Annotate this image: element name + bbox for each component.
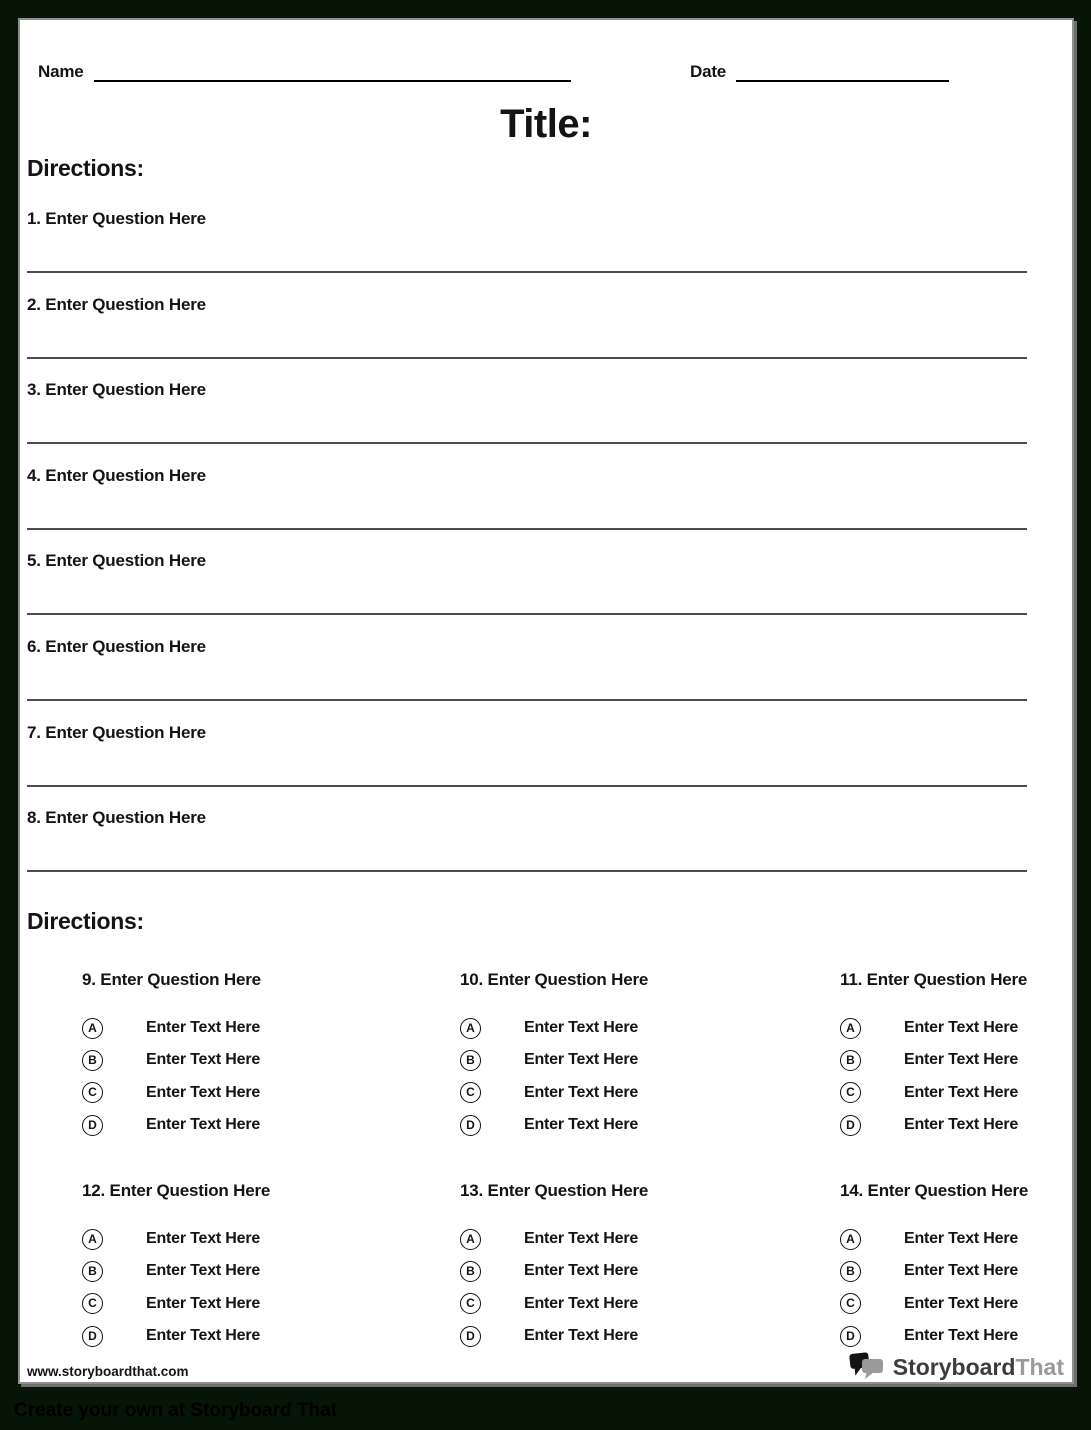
question-label: 9. Enter Question Here: [82, 970, 261, 989]
mc-question: [460, 970, 770, 1134]
choice-letter-bubble: D: [82, 1115, 103, 1136]
choice-letter-bubble: A: [82, 1018, 103, 1039]
choices: [840, 1012, 1018, 1141]
choices: [840, 1223, 1018, 1352]
choice-row: [82, 1223, 260, 1255]
choice-row: [840, 1077, 1018, 1109]
question-label: 2. Enter Question Here: [27, 294, 206, 314]
choice-text: Enter Text Here: [524, 1262, 639, 1280]
storyboardthat-logo: [847, 1350, 1064, 1384]
choices: [82, 1223, 260, 1352]
choice-text: Enter Text Here: [904, 1294, 1019, 1312]
open-question: [27, 209, 1027, 295]
logo-text-that: That: [1015, 1353, 1064, 1380]
page-title: Title:: [500, 102, 592, 146]
choice-text: Enter Text Here: [146, 1051, 261, 1069]
choice-letter-bubble: B: [82, 1050, 103, 1071]
choice-letter-bubble: D: [460, 1115, 481, 1136]
choice-text: Enter Text Here: [524, 1327, 639, 1345]
mc-question: [460, 1181, 770, 1345]
open-question: [27, 808, 1027, 894]
choice-letter-bubble: A: [460, 1229, 481, 1250]
choice-letter-bubble: B: [82, 1261, 103, 1282]
choice-row: [840, 1223, 1018, 1255]
choice-row: [840, 1044, 1018, 1076]
logo-wordmark: [893, 1354, 1064, 1381]
name-label: Name: [38, 62, 84, 81]
choice-row: [82, 1255, 260, 1287]
question-label: 11. Enter Question Here: [840, 970, 1028, 989]
choice-text: Enter Text Here: [904, 1327, 1019, 1345]
choice-letter-bubble: A: [82, 1229, 103, 1250]
choice-row: [460, 1223, 638, 1255]
choice-text: Enter Text Here: [146, 1294, 261, 1312]
choice-row: [460, 1077, 638, 1109]
choice-letter-bubble: C: [82, 1293, 103, 1314]
directions-heading-2: Directions:: [27, 908, 144, 934]
choices: [82, 1012, 260, 1141]
directions-heading-1: Directions:: [27, 155, 144, 181]
mc-question: [840, 1181, 1091, 1345]
choice-letter-bubble: D: [82, 1326, 103, 1347]
choice-row: [840, 1255, 1018, 1287]
choice-text: Enter Text Here: [524, 1019, 639, 1037]
choice-letter-bubble: B: [460, 1050, 481, 1071]
mc-question: [840, 970, 1091, 1134]
question-label: 5. Enter Question Here: [27, 551, 206, 571]
choices: [460, 1223, 638, 1352]
choice-row: [460, 1320, 638, 1352]
name-field: [38, 62, 571, 82]
answer-line: [27, 271, 1027, 273]
date-label: Date: [690, 62, 727, 81]
choice-text: Enter Text Here: [146, 1019, 261, 1037]
choice-letter-bubble: C: [840, 1293, 861, 1314]
choice-row: [460, 1255, 638, 1287]
open-question: [27, 295, 1027, 381]
answer-line: [27, 699, 1027, 701]
choice-row: [82, 1044, 260, 1076]
name-blank-line: [94, 62, 571, 82]
choice-text: Enter Text Here: [524, 1083, 639, 1101]
choices: [460, 1012, 638, 1141]
choice-row: [460, 1012, 638, 1044]
choice-text: Enter Text Here: [904, 1116, 1019, 1134]
open-question: [27, 551, 1027, 637]
choice-row: [460, 1288, 638, 1320]
question-label: 7. Enter Question Here: [27, 722, 206, 742]
open-question: [27, 380, 1027, 466]
choice-text: Enter Text Here: [904, 1262, 1019, 1280]
choice-text: Enter Text Here: [904, 1230, 1019, 1248]
question-label: 6. Enter Question Here: [27, 636, 206, 656]
choice-text: Enter Text Here: [904, 1083, 1019, 1101]
open-question: [27, 466, 1027, 552]
speech-bubbles-icon: [847, 1350, 893, 1384]
answer-line: [27, 613, 1027, 615]
choice-text: Enter Text Here: [146, 1327, 261, 1345]
question-label: 4. Enter Question Here: [27, 465, 206, 485]
choice-row: [840, 1012, 1018, 1044]
choice-letter-bubble: A: [840, 1018, 861, 1039]
answer-line: [27, 785, 1027, 787]
choice-text: Enter Text Here: [904, 1019, 1019, 1037]
choice-letter-bubble: D: [840, 1326, 861, 1347]
choice-letter-bubble: A: [460, 1018, 481, 1039]
logo-text-storyboard: Storyboard: [892, 1353, 1016, 1380]
mc-question: [82, 1181, 392, 1345]
choice-letter-bubble: D: [460, 1326, 481, 1347]
choice-letter-bubble: C: [460, 1293, 481, 1314]
choice-row: [840, 1288, 1018, 1320]
date-blank-line: [736, 62, 949, 82]
choice-text: Enter Text Here: [146, 1116, 261, 1134]
choice-row: [840, 1320, 1018, 1352]
date-field: [690, 62, 949, 82]
question-label: 14. Enter Question Here: [840, 1181, 1029, 1200]
bottom-bar-caption: Create your own at Storyboard That: [14, 1400, 338, 1421]
choice-letter-bubble: D: [840, 1115, 861, 1136]
choice-letter-bubble: B: [840, 1050, 861, 1071]
answer-line: [27, 870, 1027, 872]
answer-line: [27, 528, 1027, 530]
question-label: 10. Enter Question Here: [460, 970, 649, 989]
choice-text: Enter Text Here: [146, 1083, 261, 1101]
choice-row: [460, 1109, 638, 1141]
choice-text: Enter Text Here: [904, 1051, 1019, 1069]
choice-row: [82, 1320, 260, 1352]
choice-text: Enter Text Here: [146, 1230, 261, 1248]
question-label: 13. Enter Question Here: [460, 1181, 649, 1200]
open-question: [27, 723, 1027, 809]
question-label: 8. Enter Question Here: [27, 808, 206, 828]
answer-line: [27, 442, 1027, 444]
open-question: [27, 637, 1027, 723]
question-label: 3. Enter Question Here: [27, 380, 206, 400]
mc-question: [82, 970, 392, 1134]
choice-letter-bubble: B: [460, 1261, 481, 1282]
choice-text: Enter Text Here: [524, 1051, 639, 1069]
choice-row: [460, 1044, 638, 1076]
choice-text: Enter Text Here: [524, 1294, 639, 1312]
choice-letter-bubble: C: [460, 1082, 481, 1103]
choice-row: [82, 1012, 260, 1044]
question-label: 12. Enter Question Here: [82, 1181, 271, 1200]
choice-text: Enter Text Here: [146, 1262, 261, 1280]
choice-text: Enter Text Here: [524, 1230, 639, 1248]
choice-letter-bubble: C: [840, 1082, 861, 1103]
choice-letter-bubble: A: [840, 1229, 861, 1250]
website-url: www.storyboardthat.com: [27, 1364, 189, 1379]
worksheet-page: [18, 18, 1074, 1384]
choice-letter-bubble: C: [82, 1082, 103, 1103]
answer-line: [27, 357, 1027, 359]
choice-row: [82, 1288, 260, 1320]
choice-text: Enter Text Here: [524, 1116, 639, 1134]
choice-letter-bubble: B: [840, 1261, 861, 1282]
choice-row: [840, 1109, 1018, 1141]
question-label: 1. Enter Question Here: [27, 209, 206, 228]
choice-row: [82, 1109, 260, 1141]
open-questions-section: [27, 209, 1027, 894]
choice-row: [82, 1077, 260, 1109]
